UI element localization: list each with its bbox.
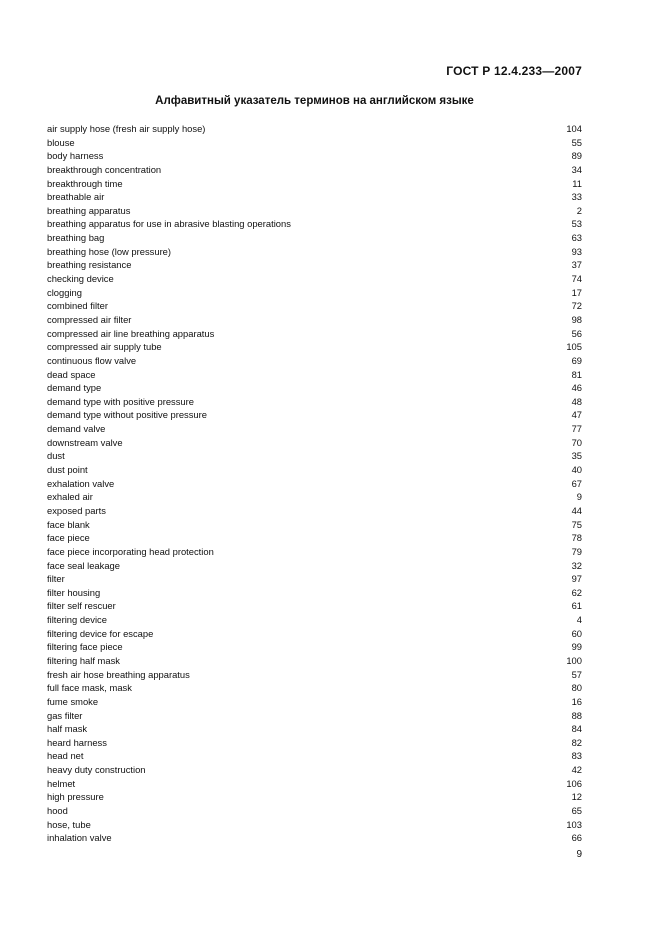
index-entry bbox=[47, 818, 582, 832]
index-term: filtering device bbox=[47, 614, 107, 626]
index-page-ref: 77 bbox=[571, 423, 582, 435]
index-page-ref: 9 bbox=[576, 491, 582, 503]
index-entry bbox=[47, 681, 582, 695]
index-entry bbox=[47, 422, 582, 436]
index-term: full face mask, mask bbox=[47, 682, 132, 694]
index-page-ref: 62 bbox=[571, 586, 582, 598]
index-term: demand type bbox=[47, 382, 102, 394]
index-page-ref: 44 bbox=[571, 504, 582, 516]
index-term: demand type without positive pressure bbox=[47, 409, 207, 421]
index-entry bbox=[47, 627, 582, 641]
index-term: face piece bbox=[47, 532, 90, 544]
index-term: dust bbox=[47, 450, 65, 462]
index-entry bbox=[47, 504, 582, 518]
index-term: continuous flow valve bbox=[47, 354, 137, 366]
index-entry bbox=[47, 599, 582, 613]
index-entry bbox=[47, 217, 582, 231]
index-term: dust point bbox=[47, 464, 88, 476]
index-entry bbox=[47, 695, 582, 709]
index-page-ref: 46 bbox=[571, 382, 582, 394]
index-page-ref: 2 bbox=[576, 204, 582, 216]
index-term: filter self rescuer bbox=[47, 600, 116, 612]
index-term: helmet bbox=[47, 777, 76, 789]
index-term: breakthrough concentration bbox=[47, 163, 162, 175]
index-page-ref: 97 bbox=[571, 573, 582, 585]
index-page-ref: 82 bbox=[571, 736, 582, 748]
index-entry bbox=[47, 381, 582, 395]
index-page-ref: 37 bbox=[571, 259, 582, 271]
index-entry bbox=[47, 668, 582, 682]
index-term: filtering face piece bbox=[47, 641, 123, 653]
index-page-ref: 78 bbox=[571, 532, 582, 544]
index-page-ref: 93 bbox=[571, 245, 582, 257]
index-term: heard harness bbox=[47, 736, 107, 748]
index-term: downstream valve bbox=[47, 436, 123, 448]
index-entry bbox=[47, 245, 582, 259]
index-page-ref: 35 bbox=[571, 450, 582, 462]
index-entry bbox=[47, 136, 582, 150]
index-entry bbox=[47, 736, 582, 750]
index-page-ref: 99 bbox=[571, 641, 582, 653]
index-entry bbox=[47, 231, 582, 245]
index-term: demand valve bbox=[47, 423, 106, 435]
index-page-ref: 34 bbox=[571, 163, 582, 175]
index-page-ref: 100 bbox=[566, 654, 582, 666]
index-term: hose, tube bbox=[47, 818, 91, 830]
index-page-ref: 33 bbox=[571, 191, 582, 203]
index-term: breathing apparatus bbox=[47, 204, 131, 216]
index-entry bbox=[47, 586, 582, 600]
index-term: face piece incorporating head protection bbox=[47, 545, 214, 557]
index-page-ref: 4 bbox=[576, 614, 582, 626]
index-page-ref: 16 bbox=[571, 695, 582, 707]
index-page-ref: 42 bbox=[571, 764, 582, 776]
index-page-ref: 67 bbox=[571, 477, 582, 489]
index-term: inhalation valve bbox=[47, 832, 112, 844]
index-term: fume smoke bbox=[47, 695, 99, 707]
index-term: compressed air supply tube bbox=[47, 341, 162, 353]
index-entry bbox=[47, 258, 582, 272]
index-term: heavy duty construction bbox=[47, 764, 146, 776]
index-term: half mask bbox=[47, 723, 88, 735]
index-entry bbox=[47, 545, 582, 559]
index-entry bbox=[47, 640, 582, 654]
index-entry bbox=[47, 436, 582, 450]
index-page-ref: 105 bbox=[566, 341, 582, 353]
term-index-list bbox=[47, 122, 582, 845]
index-entry bbox=[47, 395, 582, 409]
index-term: breathing bag bbox=[47, 232, 105, 244]
index-entry bbox=[47, 749, 582, 763]
index-term: compressed air line breathing apparatus bbox=[47, 327, 215, 339]
index-term: fresh air hose breathing apparatus bbox=[47, 668, 190, 680]
index-page-ref: 57 bbox=[571, 668, 582, 680]
index-entry bbox=[47, 531, 582, 545]
index-page-ref: 60 bbox=[571, 627, 582, 639]
index-entry bbox=[47, 777, 582, 791]
index-page-ref: 12 bbox=[571, 791, 582, 803]
index-entry bbox=[47, 722, 582, 736]
index-entry bbox=[47, 149, 582, 163]
index-term: head net bbox=[47, 750, 84, 762]
document-code: ГОСТ Р 12.4.233—2007 bbox=[446, 64, 582, 78]
index-entry bbox=[47, 804, 582, 818]
index-page-ref: 40 bbox=[571, 464, 582, 476]
index-term: breakthrough time bbox=[47, 177, 123, 189]
index-page-ref: 98 bbox=[571, 313, 582, 325]
index-entry bbox=[47, 354, 582, 368]
index-entry bbox=[47, 613, 582, 627]
index-entry bbox=[47, 190, 582, 204]
index-page-ref: 70 bbox=[571, 436, 582, 448]
index-page-ref: 80 bbox=[571, 682, 582, 694]
index-entry bbox=[47, 477, 582, 491]
index-page-ref: 79 bbox=[571, 545, 582, 557]
index-page-ref: 61 bbox=[571, 600, 582, 612]
index-entry bbox=[47, 163, 582, 177]
index-term: blouse bbox=[47, 136, 75, 148]
index-page-ref: 75 bbox=[571, 518, 582, 530]
index-page-ref: 63 bbox=[571, 232, 582, 244]
index-entry bbox=[47, 204, 582, 218]
index-entry bbox=[47, 272, 582, 286]
page-title: Алфавитный указатель терминов на английском языке bbox=[155, 95, 474, 107]
index-page-ref: 66 bbox=[571, 832, 582, 844]
index-entry bbox=[47, 177, 582, 191]
index-term: dead space bbox=[47, 368, 96, 380]
index-term: gas filter bbox=[47, 709, 83, 721]
index-term: breathing resistance bbox=[47, 259, 132, 271]
index-page-ref: 83 bbox=[571, 750, 582, 762]
index-page-ref: 72 bbox=[571, 300, 582, 312]
index-term: breathing hose (low pressure) bbox=[47, 245, 172, 257]
index-term: face seal leakage bbox=[47, 559, 120, 571]
index-page-ref: 89 bbox=[571, 150, 582, 162]
index-entry bbox=[47, 518, 582, 532]
index-entry bbox=[47, 449, 582, 463]
index-page-ref: 65 bbox=[571, 805, 582, 817]
index-entry bbox=[47, 572, 582, 586]
index-page-ref: 81 bbox=[571, 368, 582, 380]
index-term: compressed air filter bbox=[47, 313, 132, 325]
index-term: body harness bbox=[47, 150, 104, 162]
index-term: checking device bbox=[47, 273, 114, 285]
index-entry bbox=[47, 313, 582, 327]
index-term: face blank bbox=[47, 518, 90, 530]
index-page-ref: 47 bbox=[571, 409, 582, 421]
index-page-ref: 84 bbox=[571, 723, 582, 735]
index-term: filter housing bbox=[47, 586, 101, 598]
index-entry bbox=[47, 831, 582, 845]
index-entry bbox=[47, 490, 582, 504]
index-term: filtering device for escape bbox=[47, 627, 154, 639]
index-page-ref: 53 bbox=[571, 218, 582, 230]
index-page-ref: 88 bbox=[571, 709, 582, 721]
index-term: air supply hose (fresh air supply hose) bbox=[47, 123, 206, 134]
index-entry bbox=[47, 654, 582, 668]
index-page-ref: 106 bbox=[566, 777, 582, 789]
index-term: high pressure bbox=[47, 791, 104, 803]
index-entry bbox=[47, 122, 582, 136]
index-page-ref: 103 bbox=[566, 818, 582, 830]
index-entry bbox=[47, 327, 582, 341]
index-entry bbox=[47, 463, 582, 477]
index-entry bbox=[47, 709, 582, 723]
index-term: breathable air bbox=[47, 191, 105, 203]
index-term: exposed parts bbox=[47, 504, 106, 516]
index-page-ref: 55 bbox=[571, 136, 582, 148]
index-page-ref: 48 bbox=[571, 395, 582, 407]
index-term: filter bbox=[47, 573, 65, 585]
page-number: 9 bbox=[576, 849, 582, 860]
index-term: exhaled air bbox=[47, 491, 93, 503]
index-entry bbox=[47, 790, 582, 804]
index-page-ref: 104 bbox=[566, 123, 582, 134]
index-page-ref: 17 bbox=[571, 286, 582, 298]
index-term: combined filter bbox=[47, 300, 108, 312]
index-page-ref: 32 bbox=[571, 559, 582, 571]
index-page-ref: 11 bbox=[572, 177, 582, 189]
index-entry bbox=[47, 340, 582, 354]
index-entry bbox=[47, 299, 582, 313]
index-entry bbox=[47, 286, 582, 300]
index-term: demand type with positive pressure bbox=[47, 395, 194, 407]
index-term: clogging bbox=[47, 286, 82, 298]
index-page-ref: 74 bbox=[571, 273, 582, 285]
index-entry bbox=[47, 763, 582, 777]
index-term: filtering half mask bbox=[47, 654, 120, 666]
index-entry bbox=[47, 559, 582, 573]
index-term: hood bbox=[47, 805, 68, 817]
index-entry bbox=[47, 408, 582, 422]
index-term: exhalation valve bbox=[47, 477, 115, 489]
index-page-ref: 56 bbox=[571, 327, 582, 339]
index-term: breathing apparatus for use in abrasive blasting operations bbox=[47, 218, 291, 230]
index-page-ref: 69 bbox=[571, 354, 582, 366]
index-entry bbox=[47, 368, 582, 382]
